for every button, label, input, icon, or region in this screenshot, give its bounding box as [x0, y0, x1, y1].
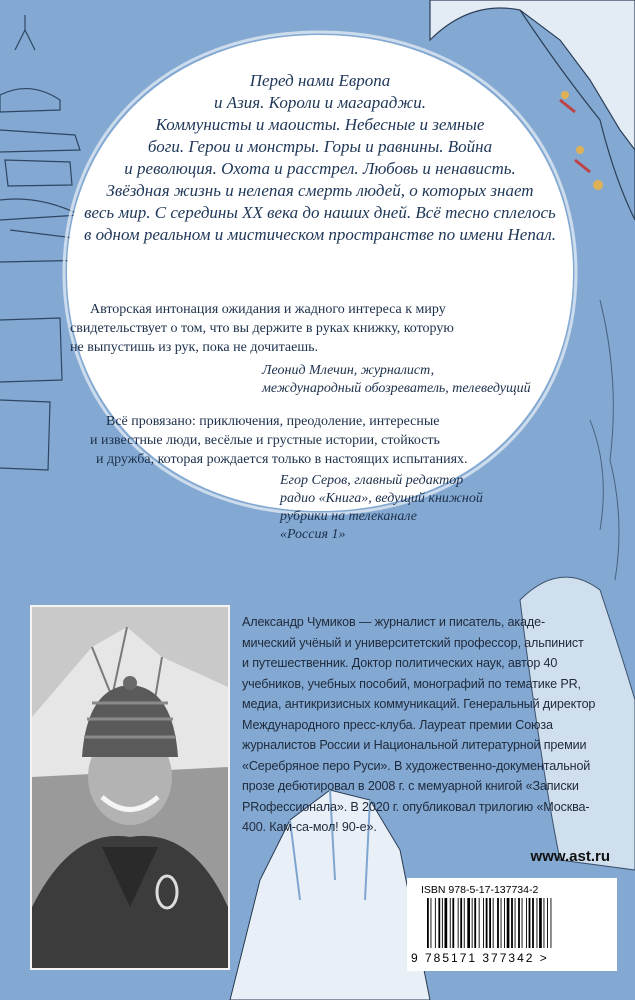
author-line: Егор Серов, главный редактор: [280, 473, 464, 488]
bio-line: медиа, антикризисных коммуникаций. Генеральный директор: [242, 697, 596, 711]
blurb-line: и революция. Охота и расстрел. Любовь и ненависть.: [124, 159, 516, 178]
bio-line: «Серебряное перо Руси». В художественно-документальной: [242, 758, 591, 773]
author-bio: [242, 612, 614, 838]
blurb-line: Коммунисты и маоисты. Небесные и земные: [155, 115, 485, 134]
bio-line: PRофессионала». В 2020 г. опубликовал трилогию «Москва-: [242, 799, 590, 814]
blurb-line: Перед нами Европа: [249, 71, 391, 90]
publisher-website: www.ast.ru: [530, 848, 610, 865]
bio-line: учебников, учебных пособий, монографий по тематике PR,: [242, 676, 581, 691]
isbn-number: ISBN 978-5-17-137734-2: [421, 884, 539, 896]
blurb-line: и Азия. Короли и магараджи.: [214, 93, 426, 112]
author-line: «Россия 1»: [280, 527, 346, 542]
quote-line: свидетельствует о том, что вы держите в руках книжку, которую: [70, 321, 454, 336]
quote-serov: [90, 412, 468, 469]
bio-line: журналистов России и Национальной литературной премии: [242, 738, 587, 752]
quote-line: Всё провязано: приключения, преодоление, интересные: [106, 414, 440, 429]
blurb-line: боги. Герои и монстры. Горы и равнины. Война: [147, 137, 493, 156]
blurb-line: в одном реальном и мистическом пространстве по имени Непал.: [84, 225, 556, 244]
blurb-text: [60, 70, 580, 246]
author-line: Леонид Млечин, журналист,: [262, 363, 435, 378]
quote-mlechin-author: [262, 362, 531, 398]
quote-mlechin: [70, 300, 454, 357]
quote-line: Авторская интонация ожидания и жадного интереса к миру: [90, 302, 446, 317]
quote-serov-author: [280, 472, 483, 544]
barcode-digits: 9 785171 377342 >: [411, 951, 549, 965]
bio-line: 400. Кам-са-мол! 90-е».: [242, 820, 377, 834]
bio-line: Александр Чумиков — журналист и писатель, акаде-: [242, 615, 545, 629]
barcode-icon: [425, 898, 605, 956]
author-line: рубрики на телеканале: [280, 509, 418, 524]
author-photo: [30, 605, 230, 970]
isbn-barcode-box: [407, 878, 617, 971]
bio-line: прозе дебютировал в 2008 г. с мемуарной книгой «Записки: [242, 779, 579, 793]
blurb-line: весь мир. С середины XX века до наших дней. Всё тесно сплелось: [84, 203, 556, 222]
bio-line: Международного пресс-клуба. Лауреат премии Союза: [242, 717, 553, 732]
bio-line: и путешественник. Доктор политических наук, автор 40: [242, 656, 558, 670]
author-line: радио «Книга», ведущий книжной: [280, 491, 483, 506]
quote-line: и известные люди, весёлые и грустные истории, стойкость: [90, 433, 440, 448]
quote-line: и дружба, которая рождается только в настоящих испытаниях.: [96, 452, 468, 467]
quote-line: не выпустишь из рук, пока не дочитаешь.: [70, 340, 319, 355]
blurb-line: Звёздная жизнь и нелепая смерть людей, о которых знает: [106, 181, 534, 200]
author-line: международный обозреватель, телеведущий: [262, 381, 531, 396]
bio-line: мический учёный и университетский профессор, альпинист: [242, 635, 584, 650]
